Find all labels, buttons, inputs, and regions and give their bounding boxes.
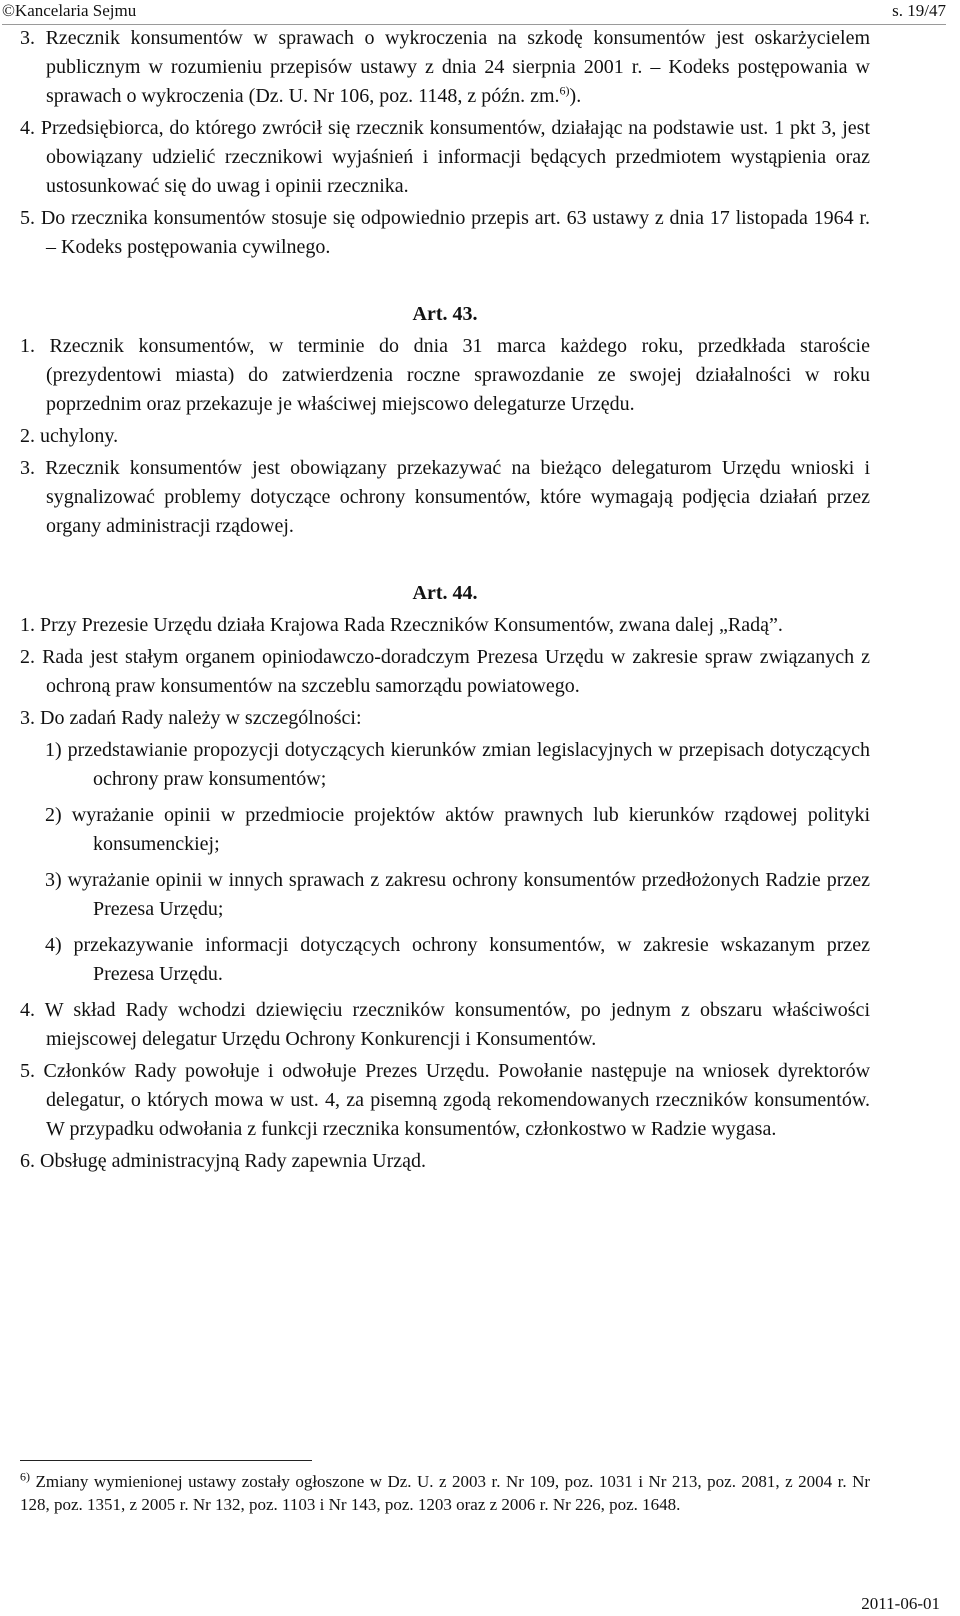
page-header [2,0,946,25]
footnote-text: Zmiany wymienionej ustawy zostały ogłoszone w Dz. U. z 2003 r. Nr 109, poz. 1031 i Nr 213, poz. 2081, z 2004 r. Nr 128, poz. 1351, z 2005 r. Nr 132, poz. 1103 i Nr 143, poz. 1203 oraz z 2006 r. Nr 226, poz. 1648. [20,1472,871,1514]
article-heading: Art. 43. [412,303,478,325]
list-item: 4) przekazywanie informacji dotyczących ochrony konsumentów, w zakresie wskazanym przez Prezesa Urzędu. [45,934,871,985]
paragraph: 4. W skład Rady wchodzi dziewięciu rzeczników konsumentów, po jednym z obszaru właściwości miejscowej delegatur Urzędu Ochrony Konkurencji i Konsumentów. [20,999,870,1050]
article-heading: Art. 44. [412,582,478,604]
paragraph: 1. Przy Prezesie Urzędu działa Krajowa Rada Rzeczników Konsumentów, zwana dalej „Radą”. [20,614,783,636]
list-item: 1) przedstawianie propozycji dotyczących kierunków zmian legislacyjnych w przepisach dotyczących ochrony praw konsumentów; [45,739,870,790]
paragraph: 6. Obsługę administracyjną Rady zapewnia Urząd. [20,1150,426,1172]
page-number: s. 19/47 [892,1,946,20]
paragraph: 3. Rzecznik konsumentów jest obowiązany przekazywać na bieżąco delegaturom Urzędu wnioski i sygnalizować problemy dotyczące ochrony konsumentów, które wymagają podjęcia działań przez organy administracji rządowej. [20,457,871,537]
footnote-ref: 6) [559,83,570,98]
document-body [20,24,870,1179]
paragraph: 5. Do rzecznika konsumentów stosuje się odpowiednio przepis art. 63 ustawy z dnia 17 listopada 1964 r. – Kodeks postępowania cywilnego. [20,207,870,258]
paragraph: 3. Do zadań Rady należy w szczególności: [20,707,362,729]
footer-date: 2011-06-01 [861,1594,940,1613]
list-item: 2) wyrażanie opinii w przedmiocie projektów aktów prawnych lub kierunków rządowej polityki konsumenckiej; [45,804,871,855]
paragraph: 2. uchylony. [20,425,119,447]
footnote-mark: 6) [20,1469,30,1484]
paragraph: 2. Rada jest stałym organem opiniodawczo-doradczym Prezesa Urzędu w zakresie spraw związanych z ochroną praw konsumentów na szczeblu samorządu powiatowego. [20,646,871,697]
footnote [20,1470,870,1516]
paragraph: 4. Przedsiębiorca, do którego zwrócił się rzecznik konsumentów, działając na podstawie ust. 1 pkt 3, jest obowiązany udzielić rzecznikowi wyjaśnień i informacji będących przedmiotem wystąpienia oraz ustosunkować się do uwag i opinii rzecznika. [20,117,870,197]
footnote-divider [20,1460,312,1461]
paragraph: 3. Rzecznik konsumentów w sprawach o wykroczenia na szkodę konsumentów jest oskarżycielem publicznym w rozumieniu przepisów ustawy z dnia 24 sierpnia 2001 r. – Kodeks postępowania w sprawach o wykroczenia (Dz. U. Nr 106, poz. 1148, z późn. zm.$^{6)}$). [20,27,870,107]
list-item: 3) wyrażanie opinii w innych sprawach z zakresu ochrony konsumentów przedłożonych Radzie przez Prezesa Urzędu; [45,869,870,920]
paragraph: 1. Rzecznik konsumentów, w terminie do dnia 31 marca każdego roku, przedkłada staroście (prezydentowi miasta) do zatwierdzenia roczne sprawozdanie ze swojej działalności w roku poprzednim oraz przekazuje je właściwej miejscowo delegaturze Urzędu. [20,335,870,415]
task-list [20,736,870,989]
header-source: ©Kancelaria Sejmu [2,1,137,20]
paragraph: 5. Członków Rady powołuje i odwołuje Prezes Urzędu. Powołanie następuje na wniosek dyrektorów delegatur, o których mowa w ust. 4, za pisemną zgodą rekomendowanych rzeczników konsumentów. W przypadku odwołania z funkcji rzecznika konsumentów, członkostwo w Radzie wygasa. [20,1060,871,1140]
